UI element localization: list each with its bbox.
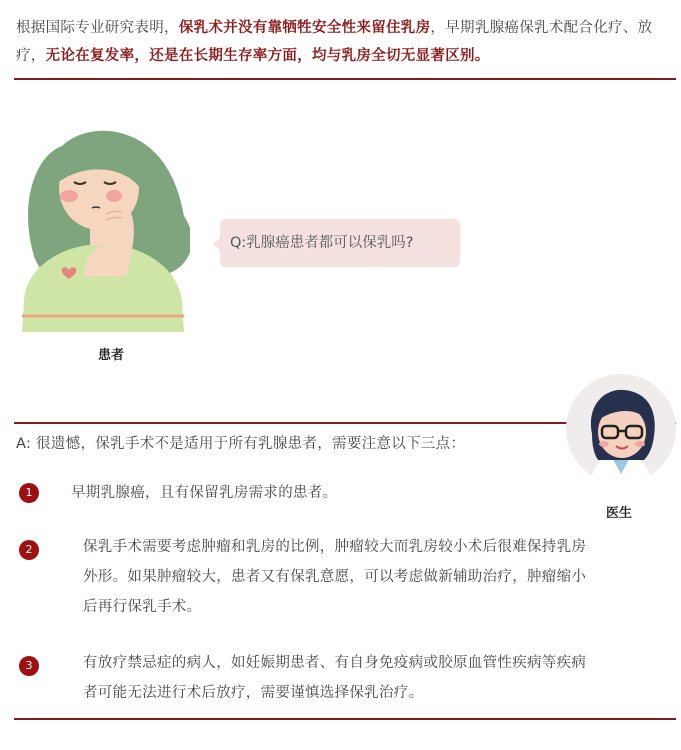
list-item-1: [71, 478, 337, 508]
list-item-2: [83, 532, 586, 622]
doctor-avatar: [566, 374, 676, 484]
intro-emphasis-1: 保乳术并没有靠牺牲安全性来留住乳房: [178, 20, 431, 36]
intro-paragraph: [16, 14, 666, 70]
item-3-line-1: 有放疗禁忌症的病人，如妊娠期患者、有自身免疫病或胶原血管性疾病等疾病: [83, 655, 587, 671]
question-text: Q:乳腺癌患者都可以保乳吗?: [230, 235, 414, 251]
patient-caption: 患者: [98, 348, 125, 363]
answer-intro: A: 很遗憾，保乳手术不是适用于所有乳腺患者，需要注意以下三点：: [16, 436, 466, 452]
item-1-line-1: 早期乳腺癌，且有保留乳房需求的患者。: [71, 485, 338, 501]
intro-text-1: 根据国际专业研究表明，: [16, 20, 179, 36]
divider-top: [14, 78, 676, 80]
intro-emphasis-2: 无论在复发率，还是在长期生存率方面，均与乳房全切无显著区别。: [45, 48, 490, 64]
item-number-3: 3: [19, 656, 39, 676]
item-number-1: 1: [19, 483, 39, 503]
doctor-caption: 医生: [606, 506, 633, 521]
divider-bottom: [14, 718, 676, 720]
question-bubble: [220, 219, 460, 267]
item-3-line-2: 者可能无法进行术后放疗，需要谨慎选择保乳治疗。: [83, 685, 424, 701]
list-item-3: [83, 648, 586, 708]
item-number-2: 2: [19, 540, 39, 560]
doctor-icon: [566, 374, 676, 484]
item-2-line-2: 外形。如果肿瘤较大，患者又有保乳意愿，可以考虑做新辅助治疗，肿瘤缩小: [83, 569, 587, 585]
intro-text-2: ，早期乳腺癌保乳术配合化疗、放疗，: [16, 20, 653, 64]
item-2-line-1: 保乳手术需要考虑肿瘤和乳房的比例，肿瘤较大而乳房较小术后很难保持乳房: [83, 539, 587, 555]
item-2-line-3: 后再行保乳手术。: [83, 599, 202, 615]
patient-illustration: [14, 126, 190, 332]
